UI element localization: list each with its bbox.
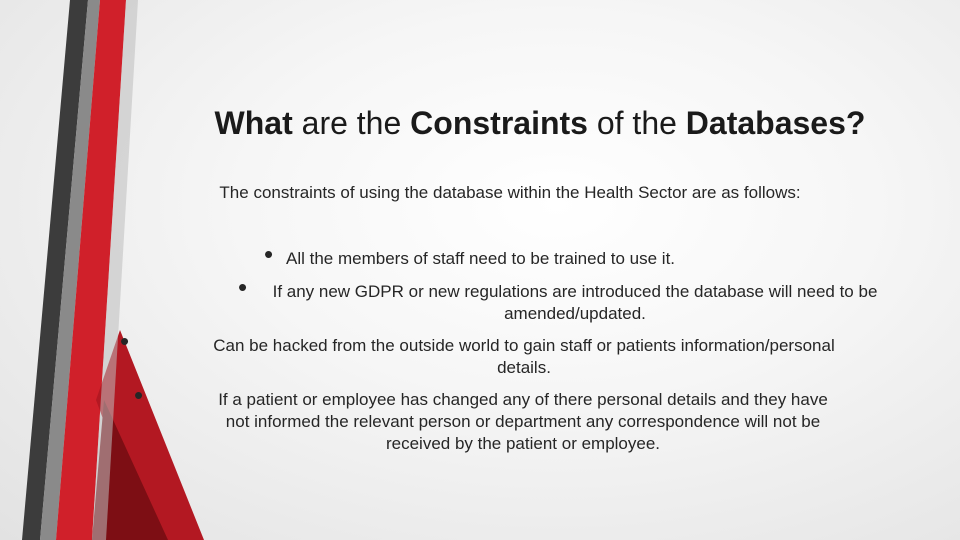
bullet-icon: • <box>264 239 274 269</box>
bullet-icon: • <box>238 272 248 302</box>
bullet-line: not informed the relevant person or department any correspondence will not be <box>225 412 821 431</box>
title-part: Constraints <box>410 105 588 141</box>
bullet-item <box>134 380 888 455</box>
bullet-icon: • <box>120 326 130 356</box>
bullet-line: amended/updated. <box>504 304 646 323</box>
bullet-item <box>238 272 890 325</box>
bullet-item <box>120 326 904 379</box>
title-part: are the <box>292 105 411 141</box>
bullet-line: If any new GDPR or new regulations are introduced the database will need to be <box>272 282 878 301</box>
title-part: of the <box>587 105 686 141</box>
title-part: What <box>214 105 293 141</box>
bullet-item <box>264 239 766 270</box>
bullet-line: details. <box>497 358 551 377</box>
slide-title <box>120 103 960 143</box>
bullet-icon: • <box>134 380 144 410</box>
bullet-line: All the members of staff need to be trained to use it. <box>286 249 676 268</box>
decorative-side-bars <box>0 0 220 540</box>
intro-text: The constraints of using the database within the Health Sector are as follows: <box>219 183 801 202</box>
title-part: Databases? <box>685 105 866 141</box>
bullet-line: If a patient or employee has changed any of there personal details and they have <box>218 390 828 409</box>
bullet-line: Can be hacked from the outside world to gain staff or patients information/personal <box>213 336 835 355</box>
bullet-line: received by the patient or employee. <box>385 434 661 453</box>
